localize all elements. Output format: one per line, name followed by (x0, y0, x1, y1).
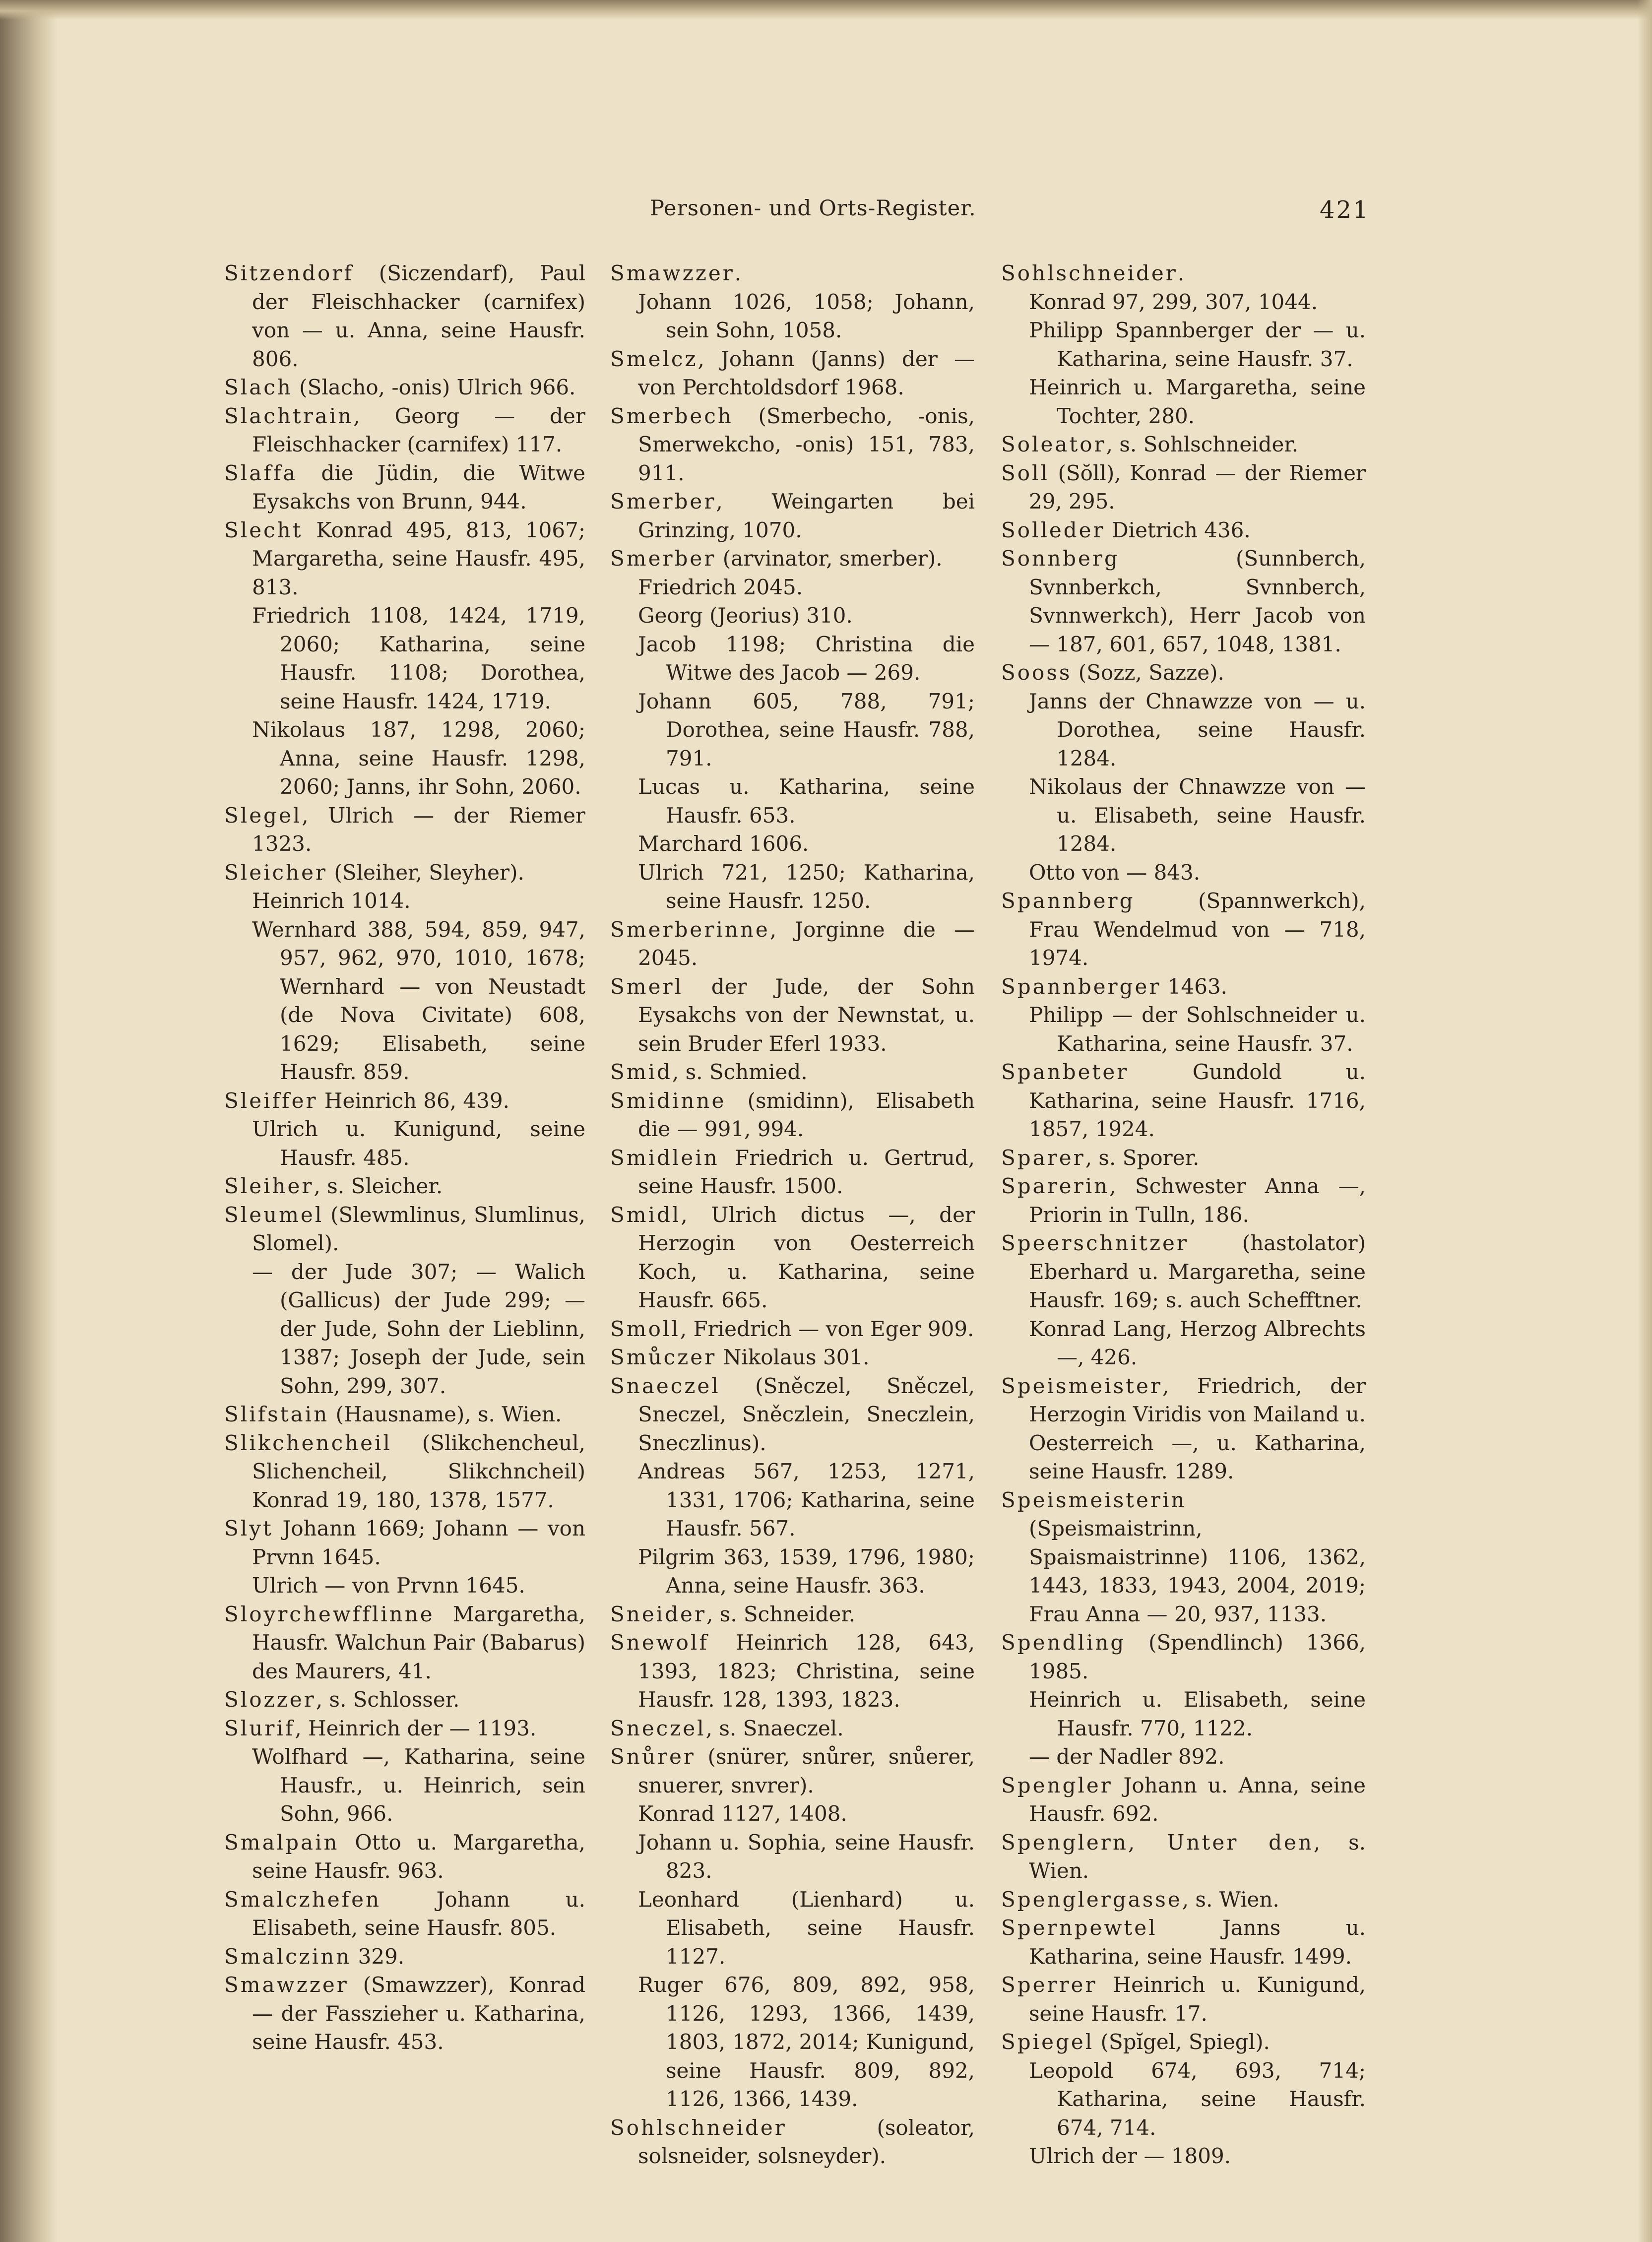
entry-text: (snürer, snůrer, snůerer, snuerer, snvrer). (638, 1744, 975, 1797)
index-subentry (1001, 2142, 1366, 2171)
entry-keyword: Spiegel (1001, 2030, 1094, 2054)
entry-keyword: Sloyrchewfflinne (224, 1601, 435, 1626)
entry-text: Ulrich u. Kunigund, seine Hausfr. 485. (252, 1117, 585, 1170)
entry-text: , s. Schlosser. (316, 1687, 460, 1712)
index-subentry (1001, 1001, 1366, 1058)
index-entry (1001, 1172, 1366, 1229)
index-subentry (224, 887, 585, 915)
entry-text: 329. (351, 1944, 405, 1969)
index-subentry (1001, 1742, 1366, 1771)
index-subentry (610, 1457, 975, 1543)
entry-text: , s. Schmied. (672, 1060, 808, 1084)
index-subentry (1001, 2056, 1366, 2142)
entry-text: , Weingarten bei Grinzing, 1070. (638, 489, 975, 542)
entry-text: . (1177, 261, 1185, 285)
entry-keyword: Spanbeter (1001, 1060, 1129, 1084)
entry-text: (Sleiher, Sleyher). (327, 860, 524, 885)
entry-text: Friedrich 1108, 1424, 1719, 2060; Katharina, seine Hausfr. 1108; Dorothea, seine Hausfr. 1424, 1719. (252, 603, 585, 713)
entry-text: , s. Schneider. (706, 1601, 856, 1626)
entry-keyword: Spernpewtel (1001, 1916, 1157, 1940)
entry-text: (Slewmlinus, Slumlinus, Slomel). (252, 1202, 585, 1255)
entry-keyword: Snewolf (610, 1630, 709, 1655)
entry-keyword: Slurif (224, 1716, 295, 1740)
index-entry (1001, 1828, 1366, 1885)
entry-text: (Spannwerkch), Frau Wendelmud von — 718, 1974. (1029, 889, 1366, 970)
entry-text: Heinrich 86, 439. (318, 1088, 509, 1113)
page-shadow-right (1637, 0, 1652, 2242)
entry-text: Nikolaus 187, 1298, 2060; Anna, seine Hausfr. 1298, 2060; Janns, ihr Sohn, 2060. (252, 717, 585, 799)
entry-text: (smidinn), Elisabeth die — 991, 994. (638, 1088, 975, 1141)
entry-text: , Friedrich, der Herzogin Viridis von Mailand u. Oesterreich —, u. Katharina, seine Hausfr. 1289. (1029, 1373, 1366, 1483)
index-entry (1001, 2028, 1366, 2056)
index-entry (1001, 259, 1366, 288)
index-subentry (610, 288, 975, 345)
index-entry (610, 1058, 975, 1087)
entry-keyword: Snaeczel (610, 1373, 720, 1398)
index-subentry (610, 630, 975, 687)
index-entry (224, 1714, 585, 1743)
entry-text: Andreas 567, 1253, 1271, 1331, 1706; Katharina, seine Hausfr. 567. (638, 1459, 975, 1540)
entry-keyword: Speerschnitzer (1001, 1231, 1189, 1255)
index-subentry (610, 1885, 975, 1971)
entry-text: Heinrich u. Elisabeth, seine Hausfr. 770, 1122. (1029, 1687, 1366, 1740)
index-entry (610, 972, 975, 1058)
index-entry (224, 1087, 585, 1115)
index-entry (610, 1714, 975, 1743)
entry-text: (Sozz, Sazze). (1072, 660, 1224, 685)
entry-text: (Sněczel, Sněczel, Sneczel, Sněczlein, Sneczlein, Sneczlinus). (638, 1373, 975, 1455)
index-entry (224, 1971, 585, 2056)
index-entry (610, 402, 975, 488)
entry-keyword: Sleiher (224, 1174, 314, 1198)
entry-text: , s. Sleicher. (314, 1174, 443, 1198)
entry-keyword: Smoll (610, 1316, 680, 1341)
index-entry (224, 1172, 585, 1201)
index-entry (610, 1742, 975, 1799)
entry-text: (Spĭgel, Spiegl). (1094, 2030, 1270, 2054)
entry-text: Wernhard 388, 594, 859, 947, 957, 962, 970, 1010, 1678; Wernhard — von Neustadt (de Nova Civitate) 608, 1629; Elisabeth, seine Hausfr. 859. (252, 917, 585, 1084)
index-subentry (610, 830, 975, 858)
index-entry (1001, 1058, 1366, 1144)
index-entry (1001, 459, 1366, 516)
index-entry (1001, 1628, 1366, 1685)
entry-text: Konrad 1127, 1408. (638, 1801, 847, 1826)
entry-text: Konrad Lang, Herzog Albrechts —, 426. (1029, 1316, 1366, 1369)
index-subentry (1001, 772, 1366, 858)
index-subentry (610, 601, 975, 630)
entry-text: Dietrich 436. (1105, 517, 1251, 542)
index-entry (224, 459, 585, 516)
entry-keyword: Sleicher (224, 860, 327, 885)
index-entry (224, 1514, 585, 1571)
index-subentry (224, 715, 585, 801)
entry-keyword: Smůczer (610, 1345, 717, 1369)
index-subentry (224, 1571, 585, 1600)
entry-text: Wolfhard —, Katharina, seine Hausfr., u. Heinrich, sein Sohn, 966. (252, 1744, 585, 1826)
index-entry (224, 858, 585, 887)
index-subentry (610, 772, 975, 830)
index-subentry (610, 1971, 975, 2114)
entry-text: , Johann (Janns) der — von Perchtoldsdorf 1968. (638, 346, 975, 399)
entry-keyword: Slecht (224, 517, 303, 542)
entry-text: , Schwester Anna —, Priorin in Tulln, 186. (1029, 1174, 1366, 1227)
entry-keyword: Sooss (1001, 660, 1072, 685)
entry-text: Leopold 674, 693, 714; Katharina, seine Hausfr. 674, 714. (1029, 2058, 1366, 2140)
entry-text: Heinrich 128, 643, 1393, 1823; Christina, seine Hausfr. 128, 1393, 1823. (638, 1630, 975, 1712)
entry-text: , s. Sporer. (1085, 1145, 1200, 1170)
index-subentry (1001, 858, 1366, 887)
entry-keyword: Soll (1001, 460, 1049, 485)
entry-keyword: Slyt (224, 1516, 273, 1540)
entry-text: Ruger 676, 809, 892, 958, 1126, 1293, 1366, 1439, 1803, 1872, 2014; Kunigund, seine Hausfr. 809, 892, 1126, 1366, 1439. (638, 1973, 975, 2111)
entry-text: — der Jude 307; — Walich (Gallicus) der Jude 299; — der Jude, Sohn der Lieblinn, 1387; Joseph der Jude, sein Sohn, 299, 307. (252, 1259, 585, 1398)
index-entry (224, 1885, 585, 1942)
index-entry (610, 2114, 975, 2171)
index-entry (224, 1400, 585, 1429)
entry-text: Philipp Spannberger der — u. Katharina, seine Hausfr. 37. (1029, 318, 1366, 371)
entry-keyword: Slifstain (224, 1402, 329, 1426)
entry-keyword: Sohlschneider (1001, 261, 1178, 285)
index-entry (1001, 887, 1366, 972)
index-entry (1001, 658, 1366, 687)
entry-text: Friedrich 2045. (638, 575, 803, 599)
entry-text: (Smerbecho, -onis, Smerwekcho, -onis) 151, 783, 911. (638, 403, 975, 485)
entry-text: , s. Wien. (1182, 1887, 1279, 1912)
index-entry (610, 1087, 975, 1144)
index-entry (1001, 1229, 1366, 1315)
entry-keyword: Smid (610, 1060, 672, 1084)
entry-keyword: Smidinne (610, 1088, 726, 1113)
entry-text: , Heinrich der — 1193. (295, 1716, 537, 1740)
entry-keyword: Sonnberg (1001, 546, 1120, 571)
entry-text: (Spendlinch) 1366, 1985. (1029, 1630, 1366, 1683)
entry-keyword: Solleder (1001, 517, 1105, 542)
entry-text: Johann u. Anna, seine Hausfr. 692. (1029, 1773, 1366, 1826)
entry-text: Jacob 1198; Christina die Witwe des Jacob — 269. (638, 632, 975, 685)
entry-keyword: Soleator (1001, 432, 1106, 456)
entry-text: Heinrich u. Margaretha, seine Tochter, 280. (1029, 375, 1366, 428)
entry-text: Georg (Jeorius) 310. (638, 603, 853, 628)
entry-text: Heinrich 1014. (252, 889, 411, 913)
entry-keyword: Sneider (610, 1601, 706, 1626)
index-entry (610, 259, 975, 288)
entry-text: Otto von — 843. (1029, 860, 1201, 885)
running-header (0, 196, 1652, 231)
entry-text: Johann 1669; Johann — von Prvnn 1645. (252, 1516, 585, 1569)
entry-keyword: Smawzzer (224, 1973, 349, 1997)
index-entry (224, 801, 585, 858)
index-subentry (1001, 373, 1366, 430)
index-entry (224, 1685, 585, 1714)
entry-keyword: Smidlein (610, 1145, 719, 1170)
header-title: Personen- und Orts-Register. (650, 196, 976, 221)
entry-keyword: Slikchencheil (224, 1430, 392, 1455)
index-entry (1001, 1144, 1366, 1172)
entry-keyword: Smelcz (610, 346, 698, 371)
entry-keyword: Sitzendorf (224, 261, 354, 285)
entry-text: Ulrich — von Prvnn 1645. (252, 1573, 525, 1598)
entry-keyword: Sneczel (610, 1716, 706, 1740)
index-entry (224, 1429, 585, 1515)
entry-keyword: Sparer (1001, 1145, 1085, 1170)
entry-text: (Sunnberch, Svnnberkch, Svnnberch, Svnnwerkch), Herr Jacob von — 187, 601, 657, 1048, 1381. (1029, 546, 1366, 656)
entry-keyword: Slozzer (224, 1687, 316, 1712)
index-subentry (610, 687, 975, 773)
index-entry (610, 1372, 975, 1458)
index-entry (1001, 430, 1366, 459)
entry-keyword: Sleumel (224, 1202, 324, 1227)
index-entry (224, 259, 585, 373)
entry-text: Ulrich 721, 1250; Katharina, seine Hausfr. 1250. (638, 860, 975, 913)
index-column-2 (610, 259, 975, 2171)
entry-text: Margaretha, Hausfr. Walchun Pair (Babarus) des Maurers, 41. (252, 1601, 585, 1683)
index-entry (610, 1628, 975, 1714)
index-entry (610, 1201, 975, 1315)
index-entry (224, 1201, 585, 1258)
entry-text: Johann 605, 788, 791; Dorothea, seine Hausfr. 788, 791. (638, 689, 975, 770)
entry-keyword: Smawzzer (610, 261, 735, 285)
entry-text: (Speismaistrinn, Spaismaistrinne) 1106, 1362, 1443, 1833, 1943, 2004, 2019; Frau Anna — 20, 937, 1133. (1029, 1516, 1366, 1626)
page-number: 421 (1320, 196, 1370, 224)
entry-text: , Jorginne die — 2045. (638, 917, 975, 970)
index-entry (1001, 1771, 1366, 1828)
index-entry (1001, 1885, 1366, 1914)
index-entry (224, 402, 585, 459)
entry-text: (Siczendarf), Paul der Fleischhacker (carnifex) von — u. Anna, seine Hausfr. 806. (252, 261, 585, 371)
index-subentry (1001, 1685, 1366, 1742)
page-shadow-left (0, 0, 57, 2242)
entry-text: Marchard 1606. (638, 832, 809, 856)
index-column-3 (1001, 259, 1366, 2171)
entry-keyword: Sperrer (1001, 1973, 1097, 1997)
entry-keyword: Snůrer (610, 1744, 696, 1769)
index-subentry (610, 1828, 975, 1885)
entry-text: die Jüdin, die Witwe Eysakchs von Brunn, 944. (252, 460, 585, 513)
entry-text: (Slacho, -onis) Ulrich 966. (292, 375, 576, 399)
entry-text: , s. Sohlschneider. (1106, 432, 1299, 456)
entry-text: Pilgrim 363, 1539, 1796, 1980; Anna, seine Hausfr. 363. (638, 1544, 975, 1598)
entry-text: Friedrich u. Gertrud, seine Hausfr. 1500. (638, 1145, 975, 1198)
entry-keyword: Spannberger (1001, 974, 1161, 999)
entry-keyword: Spenglergasse (1001, 1887, 1182, 1912)
entry-keyword: Smalpain (224, 1830, 339, 1855)
index-entry (1001, 516, 1366, 545)
entry-keyword: Smerberinne (610, 917, 770, 942)
index-subentry (224, 601, 585, 715)
index-subentry (610, 1799, 975, 1828)
entry-text: Philipp — der Sohlschneider u. Katharina, seine Hausfr. 37. (1029, 1003, 1366, 1056)
entry-text: Konrad 97, 299, 307, 1044. (1029, 289, 1318, 314)
entry-text: Leonhard (Lienhard) u. Elisabeth, seine Hausfr. 1127. (638, 1887, 975, 1969)
entry-text: Janns der Chnawzze von — u. Dorothea, seine Hausfr. 1284. (1029, 689, 1366, 770)
entry-keyword: Smalczinn (224, 1944, 352, 1969)
entry-keyword: Smalczhefen (224, 1887, 381, 1912)
entry-keyword: Slachtrain (224, 403, 354, 428)
index-entry (1001, 1971, 1366, 2028)
entry-text: , Ulrich dictus —, der Herzogin von Oesterreich Koch, u. Katharina, seine Hausfr. 665. (638, 1202, 975, 1312)
entry-text: Heinrich u. Kunigund, seine Hausfr. 17. (1029, 1973, 1366, 2026)
entry-text: Johann u. Sophia, seine Hausfr. 823. (638, 1830, 975, 1883)
entry-keyword: Slegel (224, 803, 302, 828)
index-subentry (224, 1742, 585, 1828)
index-subentry (1001, 687, 1366, 773)
index-subentry (610, 573, 975, 602)
index-entry (610, 345, 975, 402)
entry-text: (Slikchencheul, Slichencheil, Slikchncheil) Konrad 19, 180, 1378, 1577. (252, 1430, 585, 1512)
index-subentry (224, 1115, 585, 1172)
index-entry (610, 1144, 975, 1201)
index-entry (1001, 972, 1366, 1001)
index-subentry (1001, 288, 1366, 317)
entry-keyword: Sparerin (1001, 1174, 1110, 1198)
entry-text: (Smawzzer), Konrad — der Fasszieher u. Katharina, seine Hausfr. 453. (252, 1973, 585, 2054)
entry-text: Ulrich der — 1809. (1029, 2144, 1231, 2168)
entry-keyword: Spannberg (1001, 889, 1135, 913)
entry-text: Nikolaus der Chnawzze von — u. Elisabeth, seine Hausfr. 1284. (1029, 774, 1366, 856)
index-column-1 (224, 259, 585, 2056)
page-shadow-top (0, 0, 1652, 20)
entry-keyword: Speismeisterin (1001, 1487, 1187, 1512)
entry-text: Johann 1026, 1058; Johann, sein Sohn, 1058. (638, 289, 975, 342)
index-entry (224, 373, 585, 402)
entry-text: (Hausname), s. Wien. (329, 1402, 562, 1426)
entry-text: (hastolator) Eberhard u. Margaretha, seine Hausfr. 169; s. auch Schefftner. (1029, 1231, 1366, 1312)
entry-text: Lucas u. Katharina, seine Hausfr. 653. (638, 774, 975, 828)
entry-text: (Sŏll), Konrad — der Riemer 29, 295. (1029, 460, 1366, 513)
index-entry (224, 516, 585, 602)
entry-text: Janns u. Katharina, seine Hausfr. 1499. (1029, 1916, 1366, 1969)
index-entry (610, 915, 975, 972)
index-entry (610, 1600, 975, 1629)
index-entry (224, 1942, 585, 1971)
entry-keyword: Speismeister (1001, 1373, 1162, 1398)
entry-keyword: Smerber (610, 546, 716, 571)
entry-text: (soleator, solsneider, solsneyder). (638, 2115, 975, 2168)
entry-text: 1463. (1161, 974, 1228, 999)
entry-keyword: Smidl (610, 1202, 681, 1227)
entry-keyword: Smerl (610, 974, 683, 999)
entry-text: Otto u. Margaretha, seine Hausfr. 963. (252, 1830, 585, 1883)
index-entry (1001, 1486, 1366, 1629)
entry-text: — der Nadler 892. (1029, 1744, 1225, 1769)
entry-text: der Jude, der Sohn Eysakchs von der Newnstat, u. sein Bruder Eferl 1933. (638, 974, 975, 1056)
entry-text: Johann u. Elisabeth, seine Hausfr. 805. (252, 1887, 585, 1940)
entry-text: Nikolaus 301. (716, 1345, 870, 1369)
entry-text: . (734, 261, 742, 285)
entry-keyword: Spendling (1001, 1630, 1126, 1655)
entry-keyword: Spengler (1001, 1773, 1113, 1797)
entry-keyword: Sohlschneider (610, 2115, 787, 2140)
entry-text: Gundold u. Katharina, seine Hausfr. 1716, 1857, 1924. (1029, 1060, 1366, 1141)
entry-keyword: Smerber (610, 489, 716, 513)
entry-text: Konrad 495, 813, 1067; Margaretha, seine Hausfr. 495, 813. (252, 517, 585, 599)
entry-text: , s. Snaeczel. (705, 1716, 844, 1740)
index-subentry (224, 1258, 585, 1401)
index-entry (610, 1343, 975, 1372)
index-entry (1001, 1914, 1366, 1971)
entry-text: (arvinator, smerber). (716, 546, 943, 571)
entry-text: , Ulrich — der Riemer 1323. (252, 803, 585, 856)
entry-text: , Georg — der Fleischhacker (carnifex) 117. (252, 403, 585, 456)
index-subentry (1001, 316, 1366, 373)
index-entry (610, 487, 975, 544)
entry-keyword: Sleiffer (224, 1088, 318, 1113)
index-entry (224, 1600, 585, 1686)
entry-text: , s. Wien. (1029, 1830, 1366, 1883)
entry-keyword: Smerbech (610, 403, 733, 428)
entry-keyword: Slaffa (224, 460, 298, 485)
entry-keyword: Spenglern, Unter den (1001, 1830, 1314, 1855)
index-subentry (1001, 1315, 1366, 1372)
index-subentry (610, 1543, 975, 1600)
index-entry (1001, 1372, 1366, 1486)
index-entry (610, 544, 975, 573)
index-subentry (610, 858, 975, 915)
entry-keyword: Slach (224, 375, 293, 399)
index-subentry (224, 915, 585, 1087)
index-entry (224, 1828, 585, 1885)
index-entry (1001, 544, 1366, 658)
index-entry (610, 1315, 975, 1344)
entry-text: , Friedrich — von Eger 909. (680, 1316, 974, 1341)
